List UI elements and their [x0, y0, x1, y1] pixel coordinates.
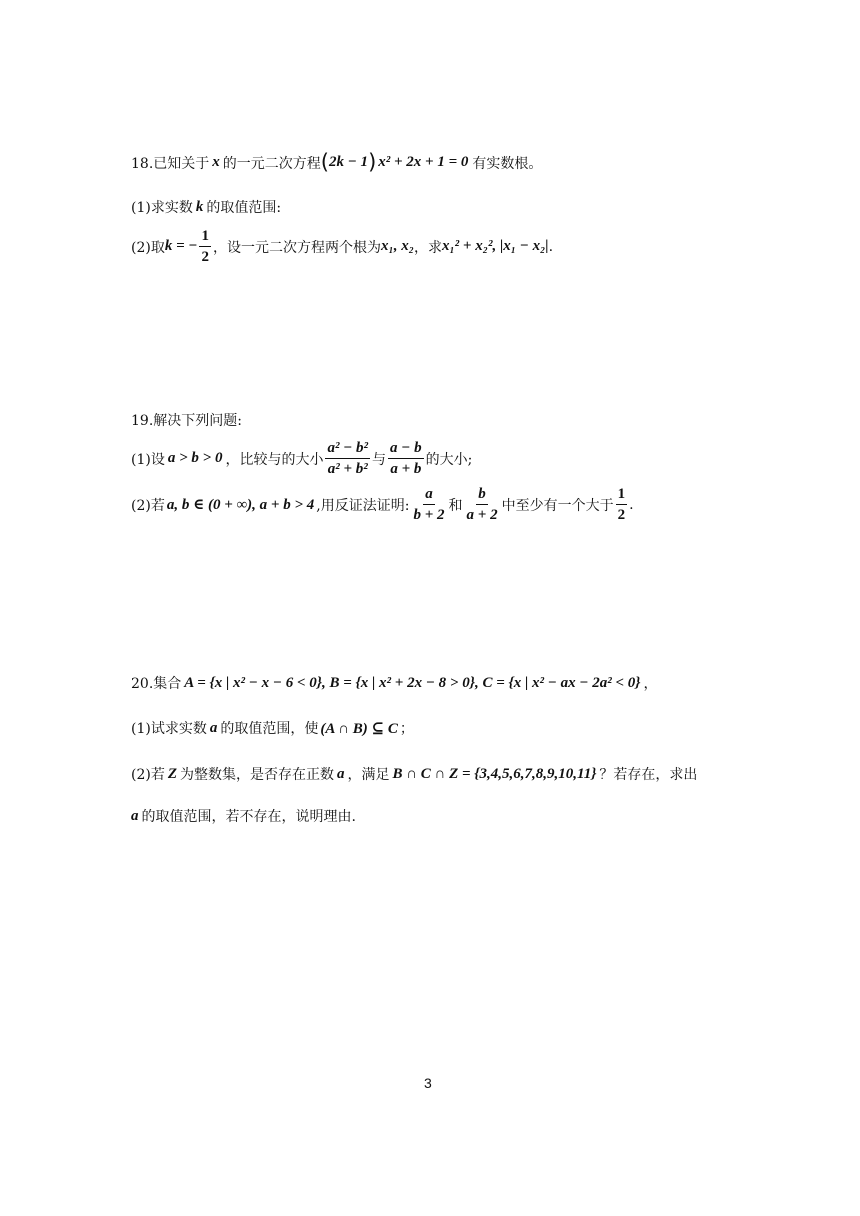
q19-f2-num: a − b [388, 440, 424, 459]
q19-p2-and: 和 [448, 497, 463, 514]
q19-f1-den: a² + b² [327, 461, 368, 477]
q20-sets: A = {x | x² − x − 6 < 0}, B = {x | x² + 2x − 8 > 0}, C = {x | x² − ax − 2a² < 0} [184, 674, 641, 691]
q20-head-end: ， [643, 676, 658, 692]
q19-p1-and: 与 [372, 451, 387, 468]
q19-p1-mid: ，比较与的大小 [225, 451, 324, 468]
q19-fraction-2 [388, 440, 424, 477]
q19-f5-num: 1 [616, 486, 628, 505]
q18-p2-roots: x₁, x₂ [380, 238, 414, 254]
q18-p1-label: (1)求实数 [131, 200, 193, 216]
q18-title [131, 152, 542, 173]
q19-part2 [131, 486, 634, 523]
q19-p2-cond: a, b ∈ (0 + ∞), a + b > 4 [166, 497, 315, 513]
q18-mid: 的一元二次方程 [222, 155, 321, 172]
q18-p1-tail: 的取值范围: [206, 200, 282, 216]
q18-part1 [131, 197, 281, 217]
q18-tail: 有实数根。 [472, 155, 543, 172]
q19-f4-den: a + 2 [466, 507, 498, 523]
q20-part2 [131, 764, 697, 784]
q20-part2-cont [131, 806, 356, 826]
q20-p1-end: ； [399, 721, 414, 737]
q19-f4-num: b [476, 486, 488, 505]
q19-fraction-1 [325, 440, 370, 477]
q19-title [131, 410, 242, 430]
q20-p2-mid2: ，满足 [347, 767, 390, 783]
q19-p1-label: (1)设 [131, 451, 165, 468]
q19-f1-num: a² − b² [325, 440, 370, 459]
q18-p2-expr: x₁² + x₂², |x₁ − x₂| [441, 238, 549, 254]
q18-p1-var: k [195, 198, 204, 215]
q18-p2-ask: ，求 [413, 239, 442, 256]
q19-fraction-4 [465, 486, 500, 523]
q20-p1-label: (1)试求实数 [131, 721, 207, 737]
q20-p2-a: a [337, 765, 345, 782]
q19-part1 [131, 440, 472, 477]
q19-head: 19.解决下列问题: [131, 413, 242, 429]
page-number: 3 [424, 1075, 432, 1091]
q18-paren-open: ( [320, 150, 329, 174]
q19-p2-label: (2)若 [131, 497, 165, 514]
q19-p2-mid: ,用反证法证明: [316, 497, 410, 514]
q20-p2-label: (2)若 [131, 767, 165, 783]
q19-f3-den: b + 2 [413, 507, 445, 523]
q18-part2 [131, 228, 553, 265]
q20-part1 [131, 718, 414, 738]
q20-title [131, 673, 657, 693]
q18-frac-num: 1 [199, 228, 211, 247]
q18-frac-den: 2 [201, 249, 209, 265]
q19-fraction-5 [616, 486, 628, 523]
q18-paren-close: ) [368, 150, 377, 174]
q19-f5-den: 2 [617, 507, 626, 523]
q19-p2-tail: 中至少有一个大于 [501, 497, 614, 514]
q18-p2-end: . [548, 238, 554, 255]
q18-p2-k: k = − [164, 238, 198, 254]
q18-p2-mid: ，设一元二次方程两个根为 [212, 239, 381, 256]
q20-p1-mid: 的取值范围，使 [220, 721, 319, 737]
q20-p2-expr: B ∩ C ∩ Z = {3,4,5,6,7,8,9,10,11} [392, 765, 597, 782]
q18-p2-label: (2)取 [131, 239, 165, 256]
q19-p1-cond: a > b > 0 [167, 450, 223, 466]
q19-p1-tail: 的大小; [425, 451, 473, 468]
q20-p1-expr: (A ∩ B) ⊆ C [320, 720, 398, 737]
q19-f2-den: a + b [390, 461, 422, 477]
q20-p1-var: a [209, 719, 218, 736]
q20-p2-mid: 为整数集，是否存在正数 [180, 767, 335, 783]
q18-eq-rest: x² + 2x + 1 = 0 [378, 154, 469, 170]
q20-head: 20.集合 [131, 676, 182, 692]
q20-p2-z: Z [167, 765, 178, 782]
q18-fraction-half [199, 228, 211, 265]
q18-eq-inner: 2k − 1 [328, 154, 369, 170]
q19-f3-num: a [423, 486, 435, 505]
q19-p2-end: . [629, 496, 634, 513]
q20-p3-a: a [131, 807, 139, 824]
q18-var-x: x [212, 154, 220, 170]
q20-p3-tail: 的取值范围，若不存在，说明理由. [141, 809, 356, 825]
q20-p2-tail: ？若存在，求出 [599, 767, 698, 783]
q18-head: 18.已知关于 [131, 155, 210, 172]
q19-fraction-3 [411, 486, 446, 523]
